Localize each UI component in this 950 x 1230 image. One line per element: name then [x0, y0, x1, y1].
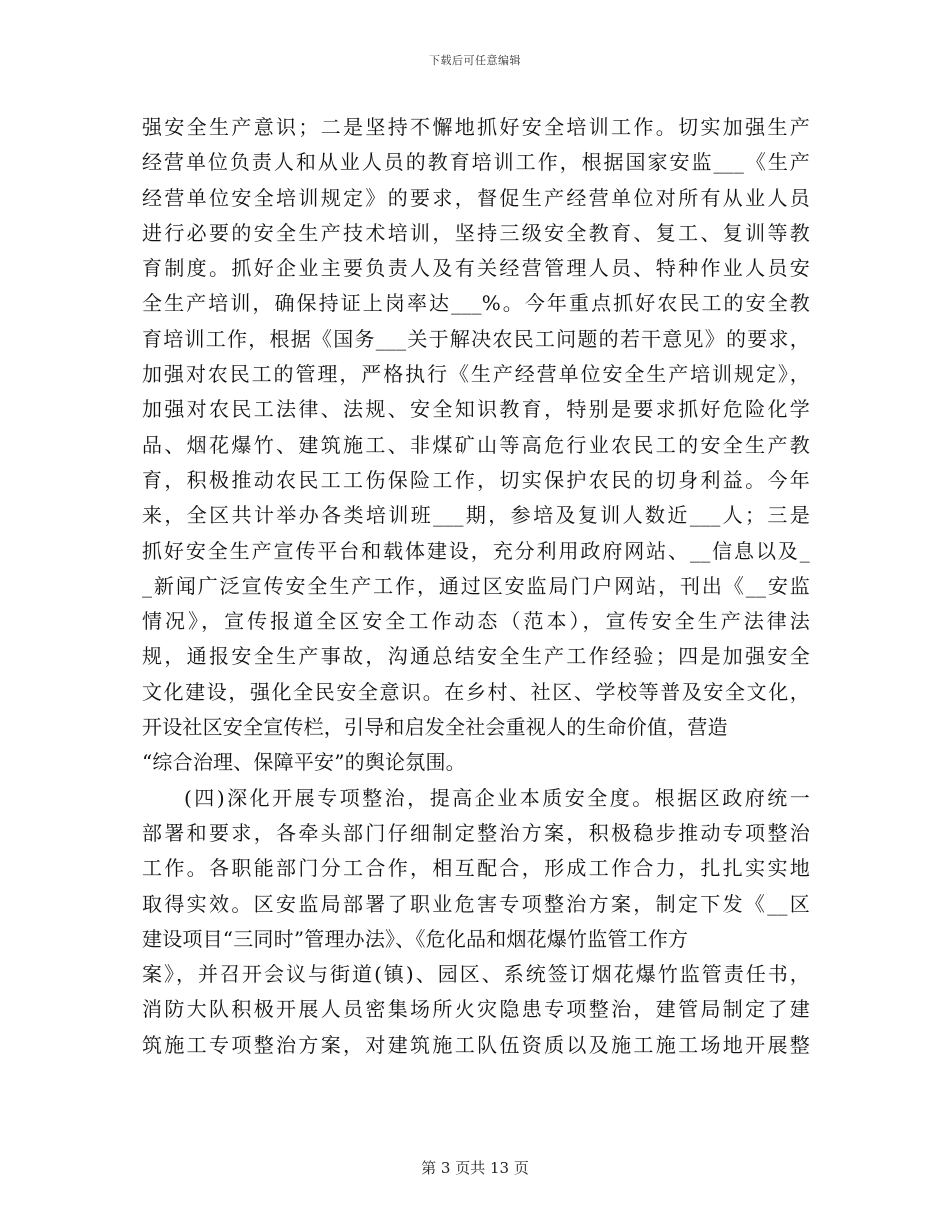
text-line: 文化建设，强化全民安全意识。在乡村、社区、学校等普及安全文化，	[142, 679, 810, 704]
document-body	[142, 110, 810, 1063]
text-line: _新闻广泛宣传安全生产工作，通过区安监局门户网站，刊出《__安监	[142, 573, 810, 598]
text-line: 筑施工专项整治方案，对建筑施工队伍资质以及施工施工场地开展整	[142, 1032, 810, 1057]
text-line: 经营单位负责人和从业人员的教育培训工作，根据国家安监___《生产	[142, 150, 810, 175]
text-line: 建设项目“三同时”管理办法》、《危化品和烟花爆竹监管工作方	[142, 926, 689, 951]
page-number: 第 3 页共 13 页	[421, 1159, 529, 1177]
text-line: 抓好安全生产宣传平台和载体建设，充分利用政府网站、__信息以及_	[142, 538, 810, 563]
page-header-note: 下载后可任意编辑	[429, 54, 521, 67]
text-line-paragraph-start: (四)深化开展专项整治，提高企业本质安全度。根据区政府统一	[184, 785, 810, 810]
text-line: 经营单位安全培训规定》的要求，督促生产经营单位对所有从业人员	[142, 185, 810, 210]
text-line: 加强对农民工的管理，严格执行《生产经营单位安全生产培训规定》，	[142, 362, 810, 387]
text-line: “综合治理、保障平安”的舆论氛围。	[142, 750, 466, 775]
text-line: 消防大队积极开展人员密集场所火灾隐患专项整治，建管局制定了建	[142, 997, 810, 1022]
text-line: 育培训工作，根据《国务___关于解决农民工问题的若干意见》的要求，	[142, 326, 810, 351]
text-line: 情况》，宣传报道全区安全工作动态（范本），宣传安全生产法律法	[142, 609, 810, 634]
text-line: 品、烟花爆竹、建筑施工、非煤矿山等高危行业农民工的安全生产教	[142, 432, 810, 457]
text-line: 部署和要求，各牵头部门仔细制定整治方案，积极稳步推动专项整治	[142, 820, 810, 845]
text-line: 育，积极推动农民工工伤保险工作，切实保护农民的切身利益。今年	[142, 467, 810, 492]
text-line: 开设社区安全宣传栏，引导和启发全社会重视人的生命价值，营造	[142, 715, 728, 740]
text-line: 规，通报安全生产事故，沟通总结安全生产工作经验；四是加强安全	[142, 644, 810, 669]
text-line: 来，全区共计举办各类培训班___期，参培及复训人数近___人；三是	[142, 503, 810, 528]
text-line: 取得实效。区安监局部署了职业危害专项整治方案，制定下发《__区	[142, 891, 810, 916]
text-line: 工作。各职能部门分工合作，相互配合，形成工作合力，扎扎实实地	[142, 856, 810, 881]
text-line: 加强对农民工法律、法规、安全知识教育，特别是要求抓好危险化学	[142, 397, 810, 422]
text-line: 全生产培训，确保持证上岗率达___%。今年重点抓好农民工的安全教	[142, 291, 810, 316]
text-line: 强安全生产意识；二是坚持不懈地抓好安全培训工作。切实加强生产	[142, 115, 810, 139]
text-line: 案》，并召开会议与街道(镇)、园区、系统签订烟花爆竹监管责任书，	[142, 962, 810, 987]
text-line: 育制度。抓好企业主要负责人及有关经营管理人员、特种作业人员安	[142, 256, 810, 281]
text-line: 进行必要的安全生产技术培训，坚持三级安全教育、复工、复训等教	[142, 220, 810, 245]
